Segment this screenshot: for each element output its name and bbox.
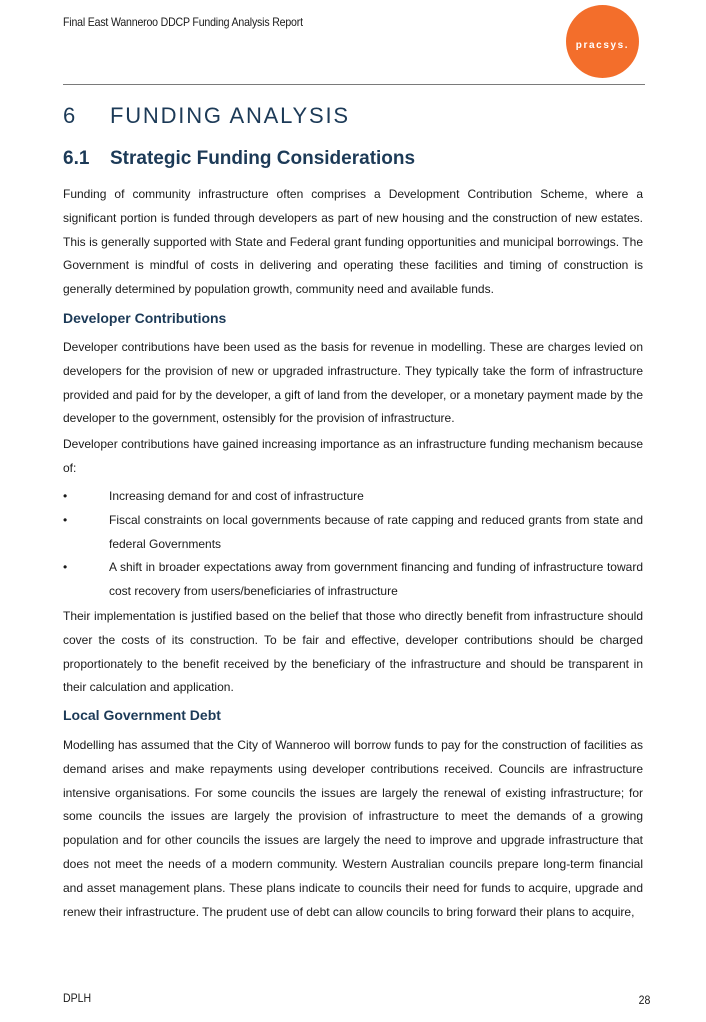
developer-contributions-paragraph-3: Their implementation is justified based on the belief that those who directly benefit from infrastructure should cover the costs of its construction. To be fair and effective, developer contributions should be charged proportionately to the benefit received by the beneficiary of the infrastructure and should be transparent in their calculation and application. (63, 609, 643, 695)
developer-contributions-paragraph-2: Developer contributions have gained increasing importance as an infrastructure funding mechanism because of: (63, 437, 643, 475)
chapter-number: 6 (63, 103, 78, 128)
list-item-text: A shift in broader expectations away from government financing and funding of infrastructure toward cost recovery from users/beneficiaries of infrastructure (109, 560, 643, 599)
local-government-debt-paragraph: Modelling has assumed that the City of Wanneroo will borrow funds to pay for the construction of facilities as demand arises and make repayments using developer contributions received. Councils are infrastructure intensive organisations. For some councils the issues are largely the renewal of existing infrastructure; for some councils the issues are largely the provision of infrastructure to meet the demands of a growing population and for other councils the issues are largely the need to improve and upgrade infrastructure that does not meet the needs of a modern community. Western Australian councils prepare long-term financial and asset management plans. These plans indicate to councils their need for funds to acquire, upgrade and renew their infrastructure. The prudent use of debt can allow councils to bring forward their plans to acquire, (63, 738, 643, 919)
list-item (63, 485, 643, 509)
chapter-title: FUNDING ANALYSIS (110, 103, 350, 128)
list-item-text: Increasing demand for and cost of infrastructure (109, 489, 364, 503)
list-item-text: Fiscal constraints on local governments because of rate capping and reduced grants from state and federal Governments (109, 512, 643, 551)
bullet-icon: • (63, 489, 68, 503)
developer-contributions-paragraph-1: Developer contributions have been used as the basis for revenue in modelling. These are charges levied on developers for the provision of new or upgraded infrastructure. They typically take the form of infrastructure provided and paid for by the developer, a gift of land from the developer, or a monetary payment made by the developer to the government, ostensibly for the provision of infrastructure. (63, 340, 643, 426)
subheading-local-government-debt: Local Government Debt (63, 707, 221, 723)
section-title: Strategic Funding Considerations (110, 148, 416, 169)
document-header-title: Final East Wanneroo DDCP Funding Analysis Report (63, 15, 303, 29)
bullet-icon: • (63, 512, 68, 527)
list-item (63, 509, 643, 557)
intro-paragraph: Funding of community infrastructure often comprises a Development Contribution Scheme, where a significant portion is funded through developers as part of new housing and the construction of new estates. This is generally supported with State and Federal grant funding opportunities and municipal borrowings. The Government is mindful of costs in delivering and operating these facilities and timing of construction is generally determined by population growth, community need and available funds. (63, 187, 643, 297)
section-heading (63, 148, 415, 170)
subheading-developer-contributions: Developer Contributions (63, 310, 227, 326)
header-divider (63, 84, 645, 85)
bullet-list (63, 485, 643, 604)
page-number: 28 (638, 993, 650, 1007)
list-item (63, 556, 643, 604)
section-number: 6.1 (63, 148, 90, 169)
bullet-icon: • (63, 560, 68, 575)
logo-text: pracsys. (575, 40, 630, 51)
pracsys-logo (566, 5, 639, 78)
chapter-heading (63, 103, 350, 129)
footer-organisation: DPLH (63, 991, 92, 1005)
